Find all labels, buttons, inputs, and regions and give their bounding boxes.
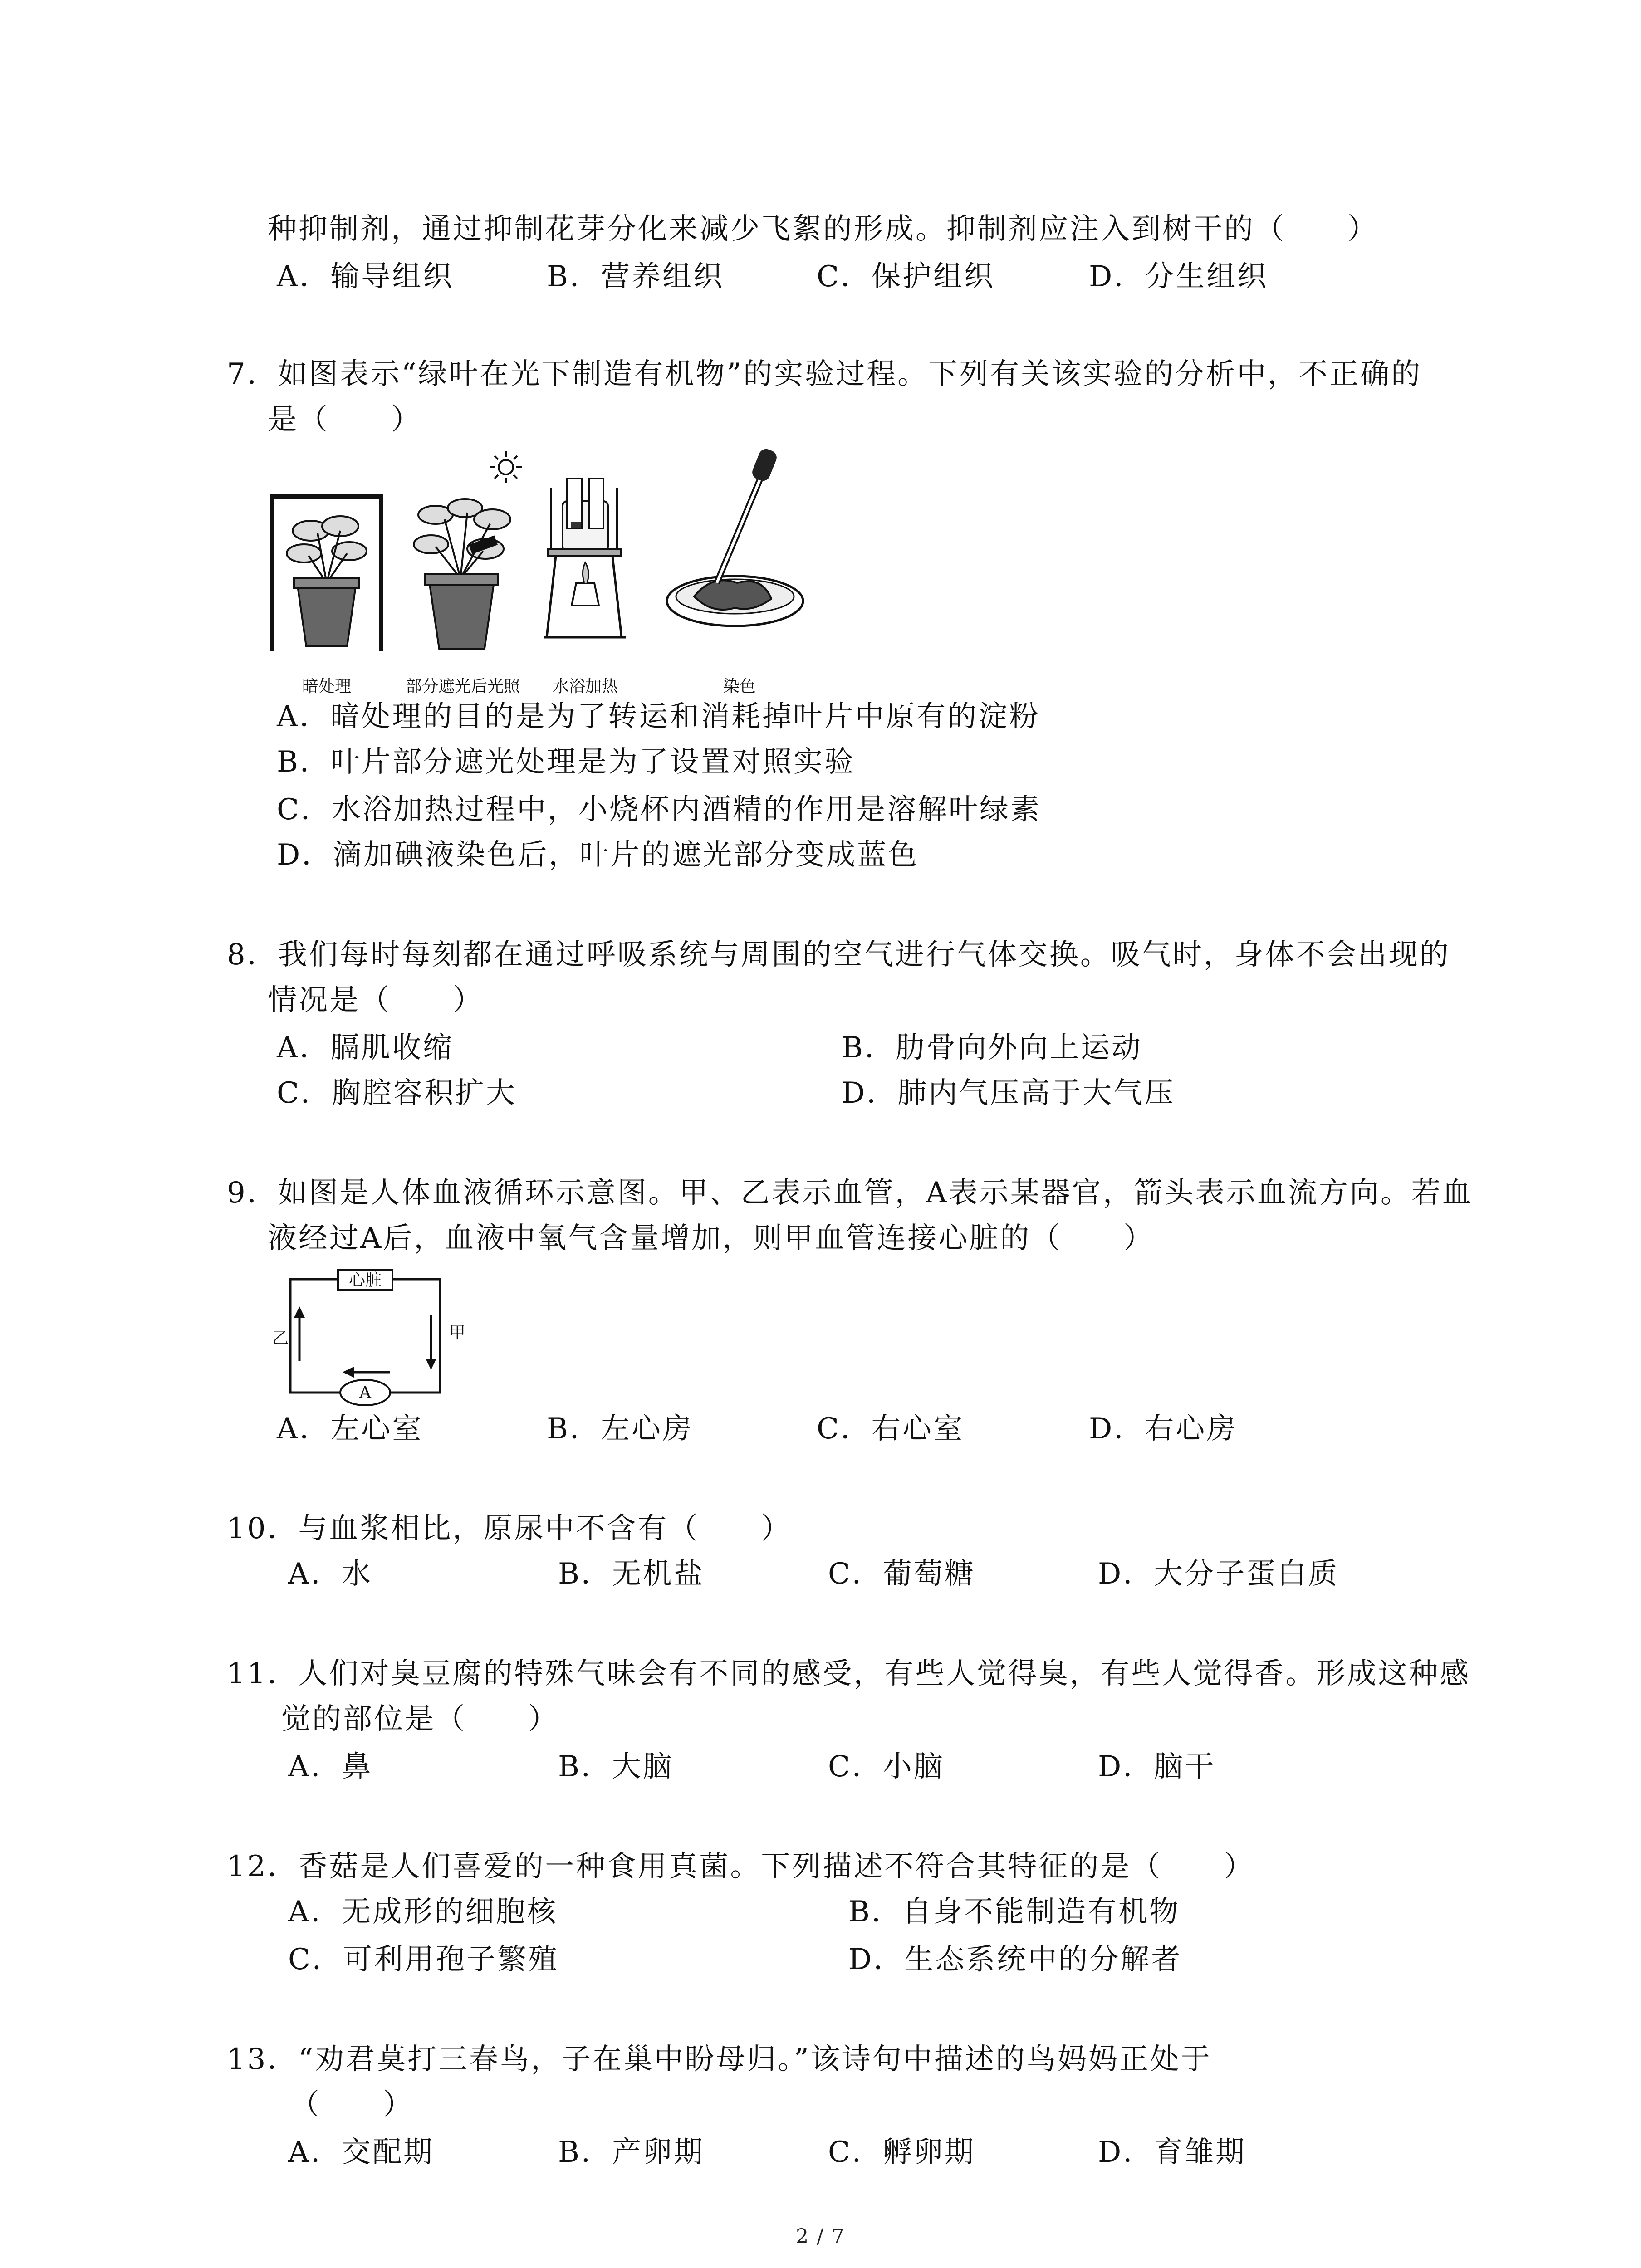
q11-option-b: B．大脑 bbox=[558, 1750, 674, 1784]
q10-stem: 10．与血浆相比，原尿中不含有（ ） bbox=[227, 1512, 792, 1545]
q8-option-d: D．肺内气压高于大气压 bbox=[842, 1076, 1176, 1110]
label-dark-treatment: 暗处理 bbox=[302, 677, 352, 696]
q12-option-d: D．生态系统中的分解者 bbox=[848, 1943, 1182, 1976]
partial-shading-illustration bbox=[414, 451, 522, 649]
q7-stem-line2: 是（ ） bbox=[268, 403, 422, 436]
q11-stem-line2: 觉的部位是（ ） bbox=[281, 1702, 559, 1736]
dark-treatment-illustration bbox=[270, 497, 383, 651]
q9-option-d: D．右心房 bbox=[1089, 1412, 1238, 1446]
q6-option-b: B．营养组织 bbox=[547, 260, 725, 293]
q10-option-c: C．葡萄糖 bbox=[828, 1557, 975, 1591]
heart-label: 心脏 bbox=[348, 1271, 382, 1290]
q9-option-b: B．左心房 bbox=[547, 1412, 694, 1446]
q9-option-a: A．左心室 bbox=[277, 1412, 423, 1446]
page-number: 2 / 7 bbox=[796, 2225, 845, 2248]
label-water-bath: 水浴加热 bbox=[552, 677, 618, 696]
q8-option-a: A．膈肌收缩 bbox=[277, 1031, 454, 1065]
q9-stem-line1: 9．如图是人体血液循环示意图。甲、乙表示血管，A表示某器官，箭头表示血流方向。若血 bbox=[227, 1176, 1473, 1210]
label-staining: 染色 bbox=[723, 677, 756, 696]
q13-stem-line1: 13．“劝君莫打三春鸟，子在巢中盼母归。”该诗句中描述的鸟妈妈正处于 bbox=[227, 2043, 1212, 2076]
q12-option-b: B．自身不能制造有机物 bbox=[848, 1895, 1181, 1929]
q6-stem: 种抑制剂，通过抑制花芽分化来减少飞絮的形成。抑制剂应注入到树干的（ ） bbox=[268, 212, 1378, 246]
q10-option-a: A．水 bbox=[288, 1557, 373, 1591]
q12-option-c: C．可利用孢子繁殖 bbox=[288, 1943, 559, 1976]
q11-option-d: D．脑干 bbox=[1098, 1750, 1216, 1784]
q13-option-d: D．育雏期 bbox=[1098, 2136, 1247, 2169]
q11-stem-line1: 11．人们对臭豆腐的特殊气味会有不同的感受，有些人觉得臭，有些人觉得香。形成这种感 bbox=[227, 1657, 1471, 1691]
q13-option-a: A．交配期 bbox=[288, 2136, 435, 2169]
q13-option-b: B．产卵期 bbox=[558, 2136, 705, 2169]
q6-option-c: C．保护组织 bbox=[817, 260, 995, 293]
q6-option-d: D．分生组织 bbox=[1089, 260, 1269, 293]
water-bath-illustration bbox=[544, 479, 626, 637]
q13-option-c: C．孵卵期 bbox=[828, 2136, 975, 2169]
q7-option-d: D．滴加碘液染色后，叶片的遮光部分变成蓝色 bbox=[277, 838, 919, 872]
q7-option-c: C．水浴加热过程中，小烧杯内酒精的作用是溶解叶绿素 bbox=[277, 793, 1041, 826]
q7-option-a: A．暗处理的目的是为了转运和消耗掉叶片中原有的淀粉 bbox=[277, 700, 1040, 733]
q9-stem-line2: 液经过A后，血液中氧气含量增加，则甲血管连接心脏的（ ） bbox=[268, 1222, 1155, 1255]
vessel-yi-label: 乙 bbox=[272, 1329, 289, 1348]
q11-option-a: A．鼻 bbox=[288, 1750, 373, 1784]
q10-option-d: D．大分子蛋白质 bbox=[1098, 1557, 1339, 1591]
vessel-jia-label: 甲 bbox=[449, 1324, 466, 1342]
q8-stem-line1: 8．我们每时每刻都在通过呼吸系统与周围的空气进行气体交换。吸气时，身体不会出现的 bbox=[227, 938, 1450, 972]
q8-option-b: B．肋骨向外向上运动 bbox=[842, 1031, 1143, 1065]
q9-circulation-diagram bbox=[254, 1266, 490, 1411]
q6-option-a: A．输导组织 bbox=[277, 260, 454, 293]
q10-option-b: B．无机盐 bbox=[558, 1557, 705, 1591]
q9-option-c: C．右心室 bbox=[817, 1412, 964, 1446]
staining-illustration bbox=[667, 447, 803, 626]
q12-option-a: A．无成形的细胞核 bbox=[288, 1895, 558, 1929]
q12-stem: 12．香菇是人们喜爱的一种食用真菌。下列描述不符合其特征的是（ ） bbox=[227, 1850, 1255, 1883]
q8-stem-line2: 情况是（ ） bbox=[268, 983, 484, 1017]
q7-option-b: B．叶片部分遮光处理是为了设置对照实验 bbox=[277, 745, 856, 779]
q13-stem-line2: （ ） bbox=[290, 2088, 414, 2121]
organ-a-label: A bbox=[359, 1383, 371, 1402]
label-partial-shading: 部分遮光后光照 bbox=[405, 677, 520, 696]
q7-experiment-figure bbox=[263, 447, 880, 701]
q8-option-c: C．胸腔容积扩大 bbox=[277, 1076, 517, 1110]
q7-stem-line1: 7．如图表示“绿叶在光下制造有机物”的实验过程。下列有关该实验的分析中，不正确的 bbox=[227, 357, 1422, 391]
q11-option-c: C．小脑 bbox=[828, 1750, 945, 1784]
